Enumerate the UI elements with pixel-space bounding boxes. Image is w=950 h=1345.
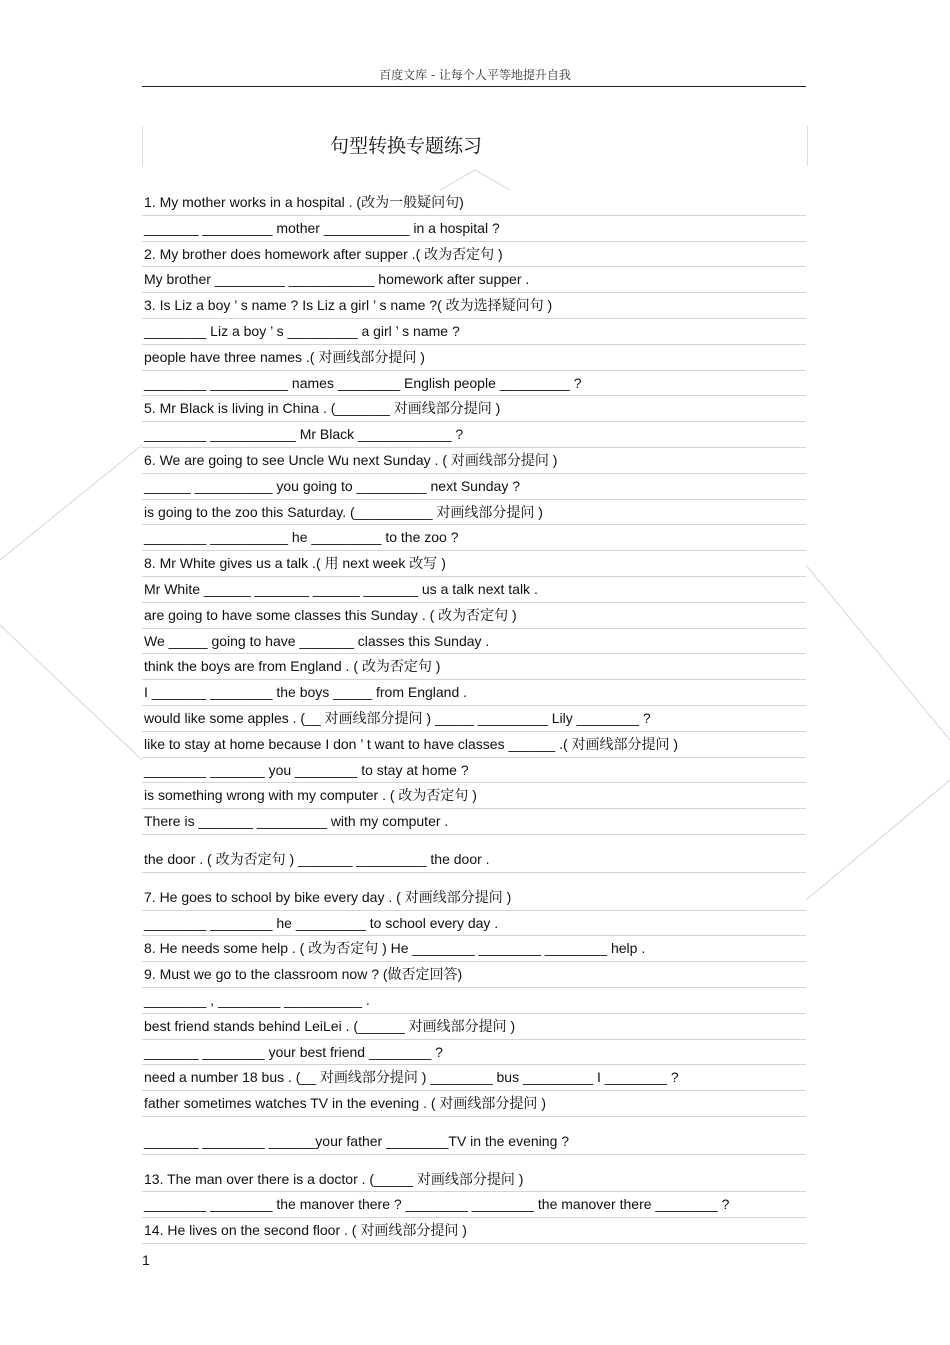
exercise-line: are going to have some classes this Sunday . ( 改为否定句 ): [142, 603, 806, 629]
exercise-line: 1. My mother works in a hospital . (改为一般疑问句): [142, 190, 806, 216]
exercise-line: need a number 18 bus . (__ 对画线部分提问 ) ________ bus _________ I ________ ?: [142, 1065, 806, 1091]
exercise-line: would like some apples . (__ 对画线部分提问 ) _____ _________ Lily ________ ?: [142, 706, 806, 732]
answer-line: ________ Liz a boy ’ s _________ a girl ’ s name ?: [142, 319, 806, 345]
answer-line: ________ _______ you ________ to stay at home ?: [142, 758, 806, 784]
answer-line: We _____ going to have _______ classes this Sunday .: [142, 629, 806, 655]
answer-line: Mr White ______ _______ ______ _______ us a talk next talk .: [142, 577, 806, 603]
exercise-line: father sometimes watches TV in the evening . ( 对画线部分提问 ): [142, 1091, 806, 1117]
answer-line: ________ ________ the manover there ? ________ ________ the manover there ________ ?: [142, 1192, 806, 1218]
answer-line: There is _______ _________ with my computer .: [142, 809, 806, 835]
header-divider: [142, 86, 806, 87]
answer-line: _______ _________ mother ___________ in a hospital ?: [142, 216, 806, 242]
exercise-line: is something wrong with my computer . ( 改为否定句 ): [142, 783, 806, 809]
answer-line: ________ ________ he _________ to school every day .: [142, 911, 806, 937]
page-number: 1: [142, 1252, 150, 1268]
answer-line: _______ ________ ______your father ________TV in the evening ?: [142, 1129, 806, 1155]
exercise-line: 6. We are going to see Uncle Wu next Sunday . ( 对画线部分提问 ): [142, 448, 806, 474]
exercise-line: 9. Must we go to the classroom now ? (做否定回答): [142, 962, 806, 988]
exercise-line: 8. Mr White gives us a talk .( 用 next week 改写 ): [142, 551, 806, 577]
exercise-line: think the boys are from England . ( 改为否定句 ): [142, 654, 806, 680]
exercise-line: 14. He lives on the second floor . ( 对画线部分提问 ): [142, 1218, 806, 1244]
exercise-line: 13. The man over there is a doctor . (_____ 对画线部分提问 ): [142, 1167, 806, 1193]
page-title: 句型转换专题练习: [330, 135, 483, 157]
answer-line: ________ , ________ __________ .: [142, 988, 806, 1014]
exercise-line: 3. Is Liz a boy ’ s name ? Is Liz a girl ’ s name ?( 改为选择疑问句 ): [142, 293, 806, 319]
page-header: 百度文库 - 让每个人平等地提升自我: [379, 68, 571, 82]
exercise-line: like to stay at home because I don ’ t want to have classes ______ .( 对画线部分提问 ): [142, 732, 806, 758]
exercise-line: people have three names .( 对画线部分提问 ): [142, 345, 806, 371]
answer-line: My brother _________ ___________ homework after supper .: [142, 267, 806, 293]
exercise-line: 7. He goes to school by bike every day . ( 对画线部分提问 ): [142, 885, 806, 911]
exercise-line: best friend stands behind LeiLei . (______ 对画线部分提问 ): [142, 1014, 806, 1040]
exercise-line: 8. He needs some help . ( 改为否定句 ) He ________ ________ ________ help .: [142, 936, 806, 962]
section-gap: [142, 1117, 806, 1129]
section-gap: [142, 1155, 806, 1167]
answer-line: ________ __________ names ________ English people _________ ?: [142, 371, 806, 397]
answer-line: ________ ___________ Mr Black ____________ ?: [142, 422, 806, 448]
exercise-line: is going to the zoo this Saturday. (__________ 对画线部分提问 ): [142, 500, 806, 526]
exercise-line: 5. Mr Black is living in China . (_______ 对画线部分提问 ): [142, 396, 806, 422]
answer-line: ______ __________ you going to _________ next Sunday ?: [142, 474, 806, 500]
section-gap: [142, 873, 806, 885]
answer-line: _______ ________ your best friend ________ ?: [142, 1040, 806, 1066]
answer-line: I _______ ________ the boys _____ from England .: [142, 680, 806, 706]
exercise-list: [142, 190, 806, 1244]
exercise-line: 2. My brother does homework after supper .( 改为否定句 ): [142, 242, 806, 268]
answer-line: ________ __________ he _________ to the zoo ?: [142, 525, 806, 551]
exercise-line: the door . ( 改为否定句 ) _______ _________ the door .: [142, 847, 806, 873]
section-gap: [142, 835, 806, 847]
